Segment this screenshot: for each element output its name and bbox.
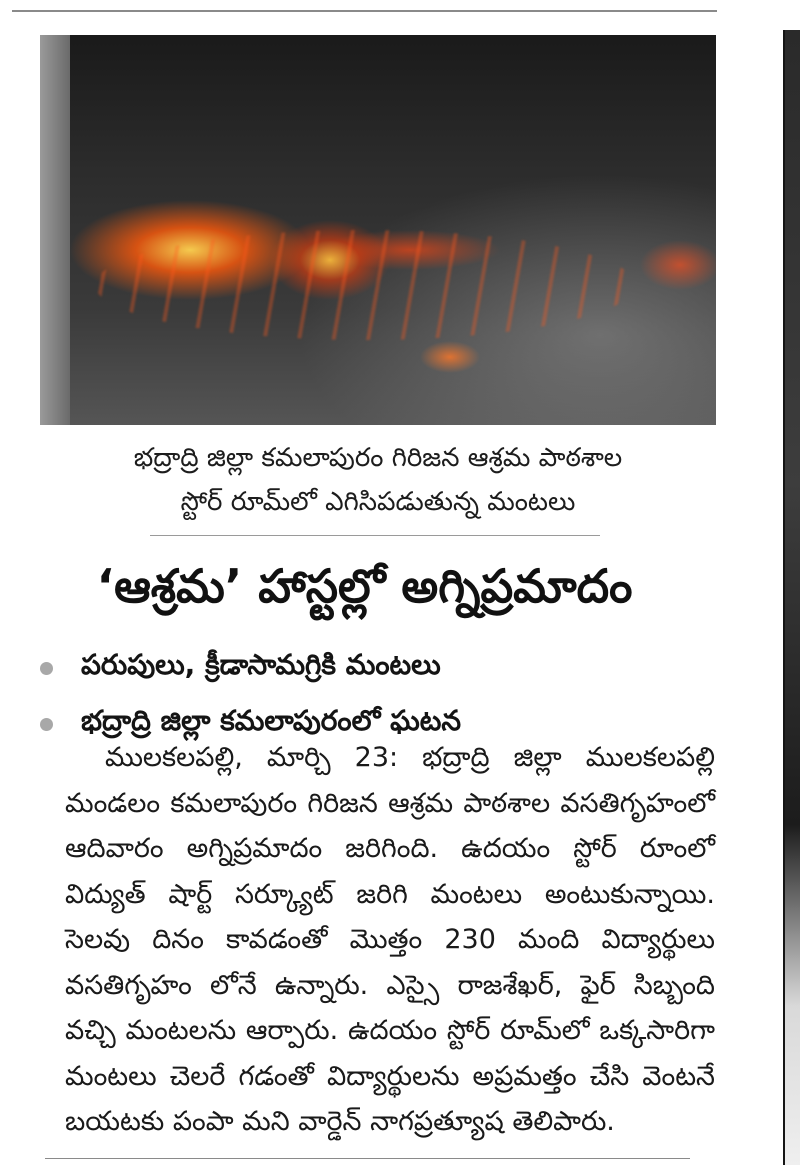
adjacent-column-edge [783, 30, 800, 1165]
caption-divider [150, 535, 600, 536]
headline: ‘ఆశ్రమ’ హాస్టల్లో అగ్నిప్రమాదం [96, 559, 633, 613]
bottom-divider [45, 1158, 690, 1159]
photo-embers [95, 230, 635, 340]
bullet-dot-icon [40, 662, 53, 675]
subheadline-text: భద్రాద్రి జిల్లా కమలాపురంలో ఘటన [81, 704, 462, 737]
photo-pillar [40, 35, 70, 425]
subheadline-item [40, 640, 716, 696]
fire-photo [40, 35, 716, 425]
photo-caption-line-1: భద్రాద్రి జిల్లా కమలాపురం గిరిజన ఆశ్రమ పాఠశాల [133, 443, 623, 473]
photo-caption [40, 436, 716, 524]
article-body: ములకలపల్లి, మార్చి 23: భద్రాద్రి జిల్లా ములకలపల్లి మండలం కమలాపురం గిరిజన ఆశ్రమ పాఠశాల వసతిగృహంలో ఆదివారం అగ్నిప్రమాదం జరిగింది. ఉదయం స్టోర్ రూంలో విద్యుత్ షార్ట్ సర్క్యూట్ జరిగి మంటలు అంటుకున్నాయి. సెలవు దినం కావడంతో మొత్తం 230 మంది విద్యార్థులు వసతిగృహం లోనే ఉన్నారు. ఎస్సై రాజశేఖర్, ఫైర్ సిబ్బంది వచ్చి మంటలను ఆర్పారు. ఉదయం స్టోర్ రూమ్‌లో ఒక్కసారిగా మంటలు చెలరే గడంతో విద్యార్థులను అప్రమత్తం చేసి వెంటనే బయటకు పంపా మని వార్డెన్ నాగప్రత్యూష తెలిపారు. [65, 742, 715, 1137]
photo-caption-line-2: స్టోర్ రూమ్‌లో ఎగిసిపడుతున్న మంటలు [180, 487, 576, 517]
subheadline-text: పరుపులు, క్రీడాసామగ్రికి మంటలు [81, 648, 441, 681]
bullet-dot-icon [40, 718, 53, 731]
top-divider [12, 10, 717, 12]
